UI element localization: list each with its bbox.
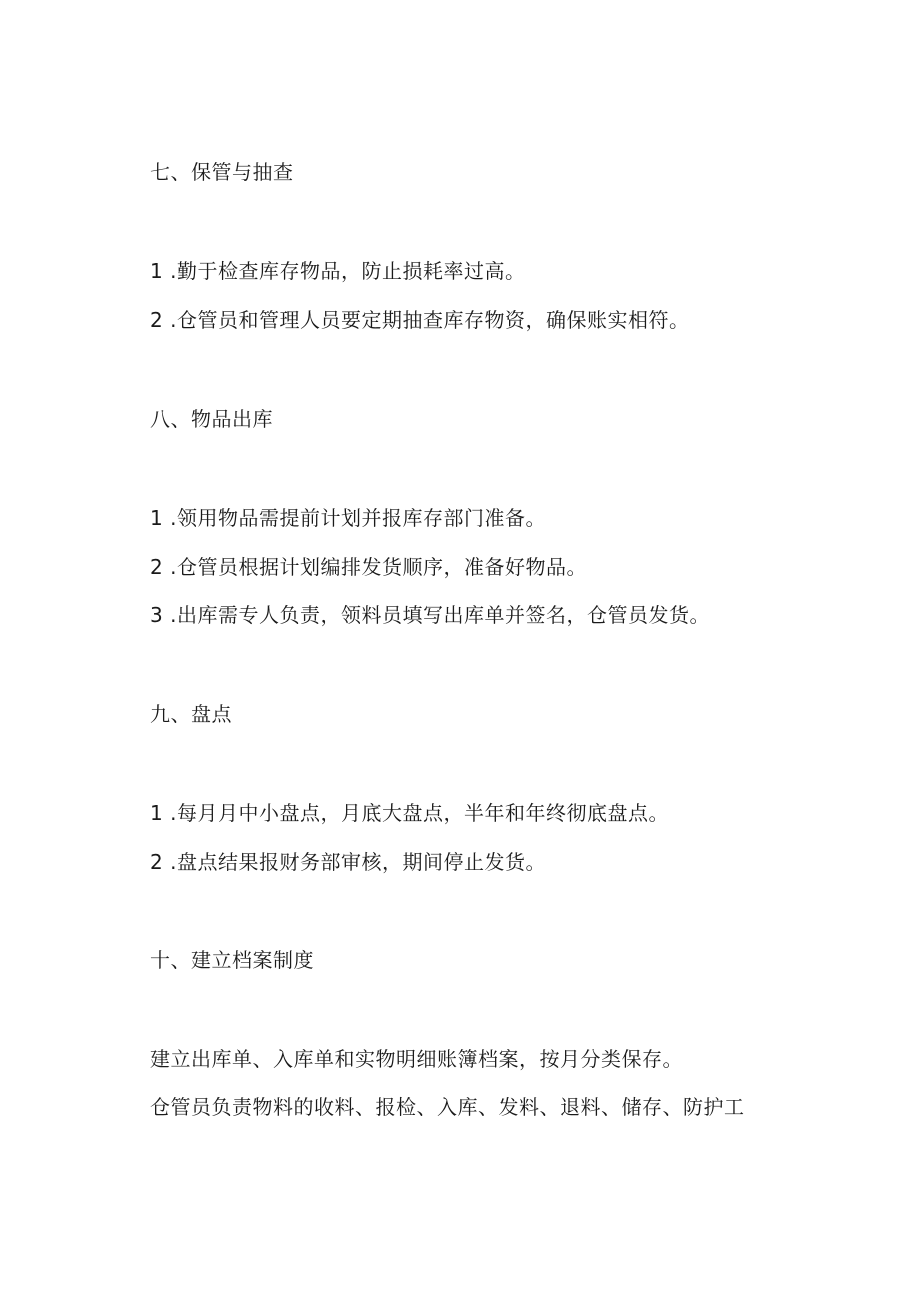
section-heading-7: 七、保管与抽查 — [150, 160, 294, 184]
section-heading-8: 八、物品出库 — [150, 407, 273, 431]
paragraph-line: 建立出库单、入库单和实物明细账簿档案，按月分类保存。 — [150, 1047, 683, 1071]
list-item: 1 .每月月中小盘点，月底大盘点，半年和年终彻底盘点。 — [150, 801, 669, 825]
list-item: 3 .出库需专人负责，领料员填写出库单并签名，仓管员发货。 — [150, 603, 710, 627]
list-item: 2 .仓管员和管理人员要定期抽查库存物资，确保账实相符。 — [150, 308, 690, 332]
section-heading-9: 九、盘点 — [150, 702, 232, 726]
list-item: 2 .仓管员根据计划编排发货顺序，准备好物品。 — [150, 555, 587, 579]
list-item: 2 .盘点结果报财务部审核，期间停止发货。 — [150, 850, 546, 874]
section-heading-10: 十、建立档案制度 — [150, 948, 314, 972]
list-item: 1 .领用物品需提前计划并报库存部门准备。 — [150, 506, 546, 530]
paragraph-line: 仓管员负责物料的收料、报检、入库、发料、退料、储存、防护工 — [150, 1095, 745, 1119]
list-item: 1 .勤于检查库存物品，防止损耗率过高。 — [150, 259, 526, 283]
